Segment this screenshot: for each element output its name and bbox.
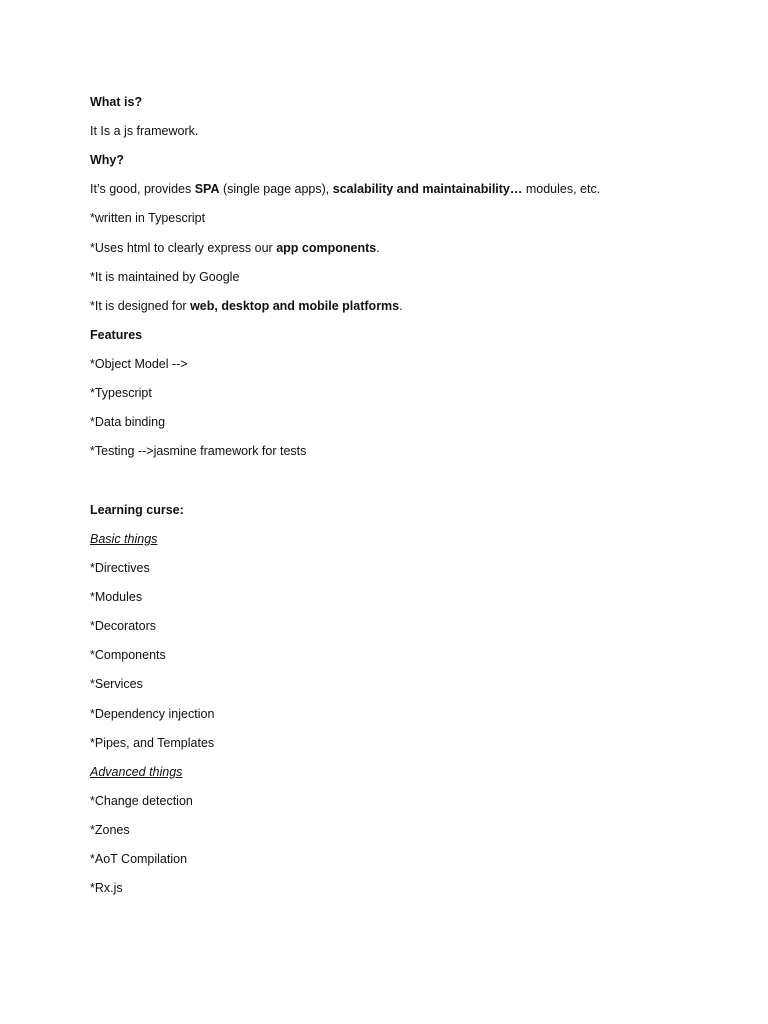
- heading-what-is: What is?: [90, 95, 143, 109]
- list-item: *Object Model -->: [90, 357, 188, 371]
- list-item: *Dependency injection: [90, 707, 215, 721]
- list-item: *Data binding: [90, 415, 166, 429]
- uses-html: [90, 240, 380, 256]
- uses-app-components: app components: [276, 241, 377, 255]
- why-text-part-3: modules, etc.: [522, 182, 601, 196]
- list-item: *Components: [90, 648, 166, 662]
- why-text-part-2: (single page apps),: [219, 182, 333, 196]
- list-item: *Change detection: [90, 794, 193, 808]
- designed-part-1: *It is designed for: [90, 299, 191, 313]
- maintained-by-google: *It is maintained by Google: [90, 270, 240, 284]
- list-item: *Pipes, and Templates: [90, 736, 215, 750]
- list-item: *Decorators: [90, 619, 156, 633]
- list-item: *Rx.js: [90, 881, 123, 895]
- list-item: *Services: [90, 677, 143, 691]
- list-item: *Testing -->jasmine framework for tests: [90, 444, 307, 458]
- list-item: *AoT Compilation: [90, 852, 188, 866]
- heading-features: Features: [90, 328, 143, 342]
- list-item: *Zones: [90, 823, 130, 837]
- advanced-things-heading: Advanced things: [90, 765, 183, 779]
- list-item: *Modules: [90, 590, 143, 604]
- why-scalability: scalability and maintainability…: [332, 182, 523, 196]
- uses-part-2: .: [376, 241, 380, 255]
- uses-part-1: *Uses html to clearly express our: [90, 241, 277, 255]
- designed-part-2: .: [399, 299, 403, 313]
- why-text: [90, 181, 600, 197]
- why-text-part-1: It’s good, provides: [90, 182, 195, 196]
- what-text: It Is a js framework.: [90, 124, 199, 138]
- list-item: *Typescript: [90, 386, 152, 400]
- heading-why: Why?: [90, 153, 125, 167]
- designed-for: [90, 298, 403, 314]
- basic-things-heading: Basic things: [90, 532, 158, 546]
- heading-learning-curse: Learning curse:: [90, 503, 184, 517]
- designed-platforms: web, desktop and mobile platforms: [190, 299, 400, 313]
- why-spa: SPA: [194, 182, 220, 196]
- list-item: *Directives: [90, 561, 150, 575]
- written-in-typescript: *written in Typescript: [90, 211, 206, 225]
